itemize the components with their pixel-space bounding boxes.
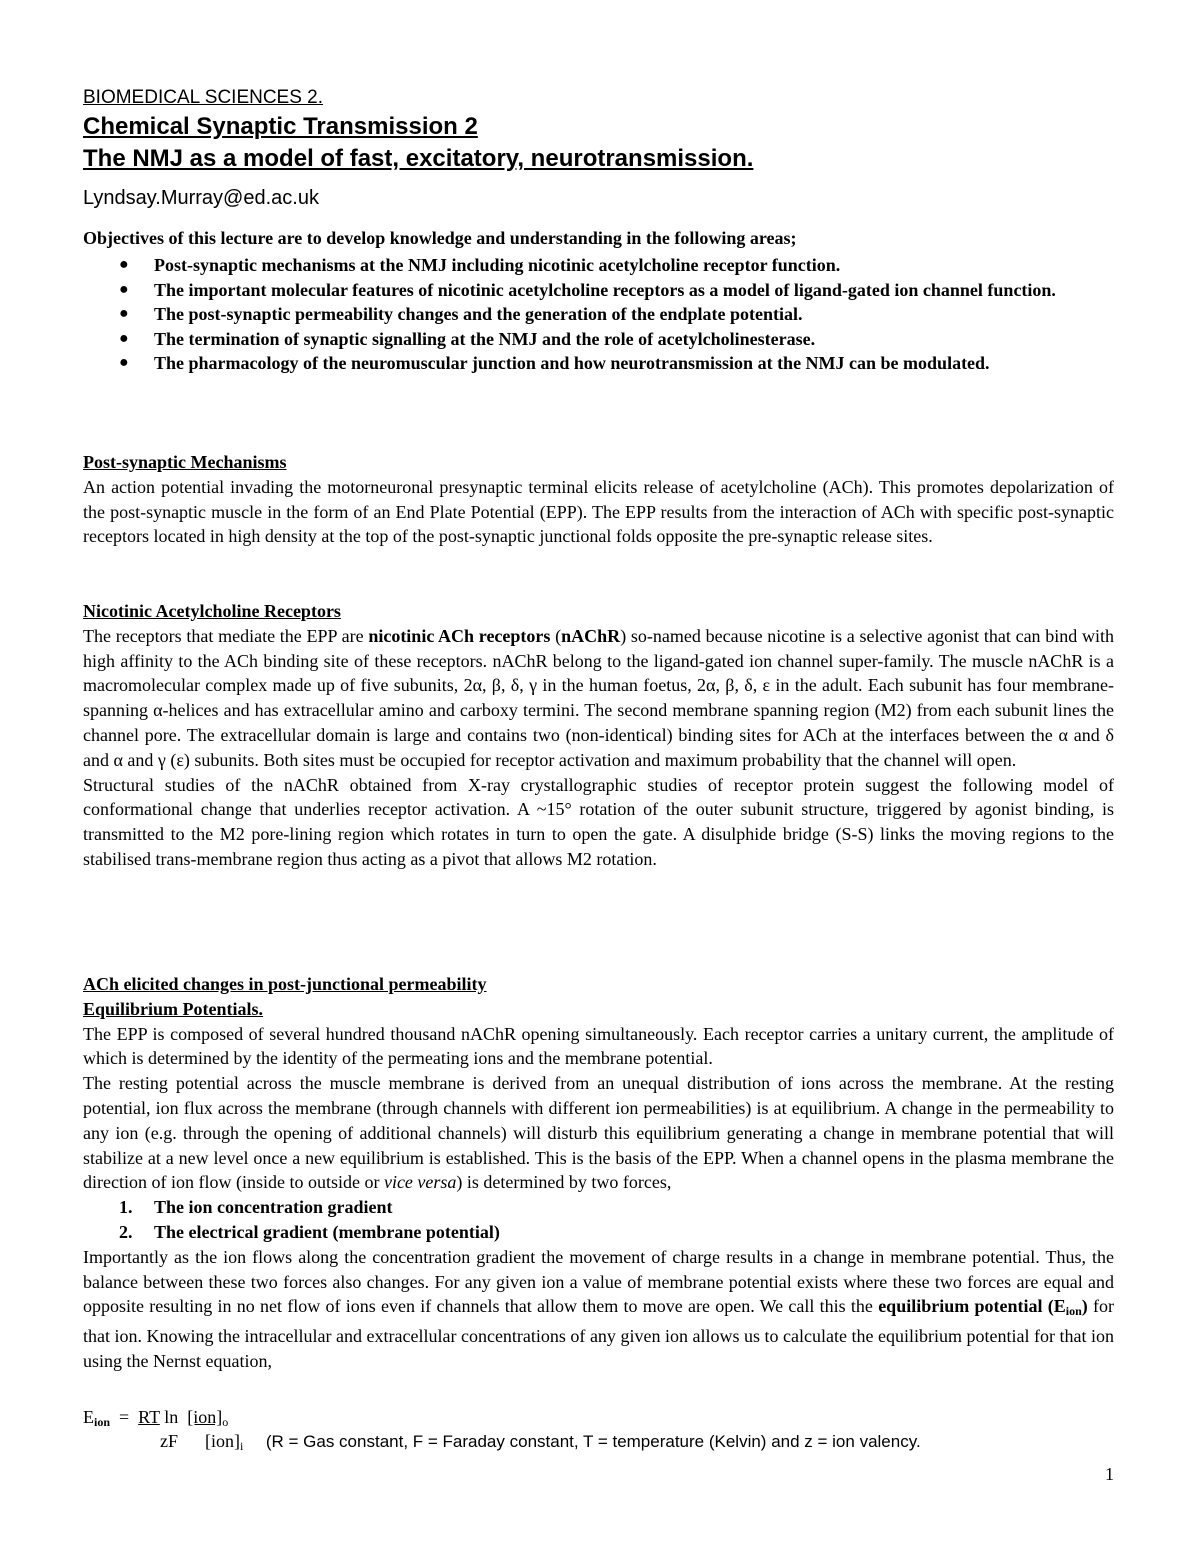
section-paragraph: Importantly as the ion flows along the concentration gradient the movement of charge results in a change in membrane potential. Thus, the balance between these two forces also changes. For any given ion a value of membrane potential exists where these two forces are equal and opposite resulting in no net flow of ions even if channels that allow them to move are open. We call this the equilibrium potential $(E_{ion})$ for that ion. Knowing the intracellular and extracellular concentrations of any given ion allows us to calculate the equilibrium potential for that ion using the Nernst equation, [83,1246,1114,1371]
objective-text: The important molecular features of nicotinic acetylcholine receptors as a model of ligand-gated ion channel function. [154,279,1056,300]
bullet-icon: ● [119,256,129,273]
post-synaptic-section [83,450,1114,549]
lecture-subtitle: The NMJ as a model of fast, excitatory, neurotransmission. [83,145,754,172]
objective-text: The post-synaptic permeability changes and the generation of the endplate potential. [154,304,803,325]
section-paragraph: An action potential invading the motorneuronal presynaptic terminal elicits release of acetylcholine (ACh). This promotes depolarization of the post-synaptic muscle in the form of an End Plate Potential (EPP). The EPP results from the interaction of ACh with specific post-synaptic receptors located in high density at the top of the post-synaptic junctional folds opposite the pre-synaptic release sites. [83,476,1114,547]
objectives-list [83,253,1123,376]
objectives-heading: Objectives of this lecture are to develop knowledge and understanding in the following areas; [83,228,797,248]
objective-item [83,278,1123,303]
forces-list [83,1195,1114,1245]
author-email[interactable]: Lyndsay.Murray@ed.ac.uk [83,187,319,209]
section-paragraph: The EPP is composed of several hundred thousand nAChR opening simultaneously. Each receptor carries a unitary current, the amplitude of which is determined by the identity of the permeating ions and the membrane potential. [83,1023,1114,1069]
objective-item [83,302,1123,327]
bullet-icon: ● [119,305,129,323]
section-paragraph: Structural studies of the nAChR obtained from X-ray crystallographic studies of receptor protein suggest the following model of conformational change that underlies receptor activation. A ~15° rotation of the outer subunit structure, triggered by agonist binding, is transmitted to the M2 pore-lining region which rotates in turn to open the gate. A disulphide bridge (S-S) links the moving regions to the stabilised trans-membrane region thus acting as a pivot that allows M2 rotation. [83,774,1114,869]
section-heading: ACh elicited changes in post-junctional permeability [83,974,487,994]
objective-item [83,351,1123,376]
objective-text: Post-synaptic mechanisms at the NMJ including nicotinic acetylcholine receptor function. [154,255,841,275]
nernst-equation-top: $E_{ion}$ = RT ln [ion]o [83,1407,229,1429]
section-paragraph: The resting potential across the muscle membrane is derived from an unequal distribution of ions across the membrane. At the resting potential, ion flux across the membrane (through channels with different ion permeabilities) is at equilibrium. A change in the permeability to any ion (e.g. through the opening of additional channels) will disturb this equilibrium generating a change in membrane potential that will stabilize at a new level once a new equilibrium is established. This is the basis of the EPP. When a channel opens in the plasma membrane the direction of ion flow (inside to outside or vice versa) is determined by two forces, [83,1073,1114,1193]
objective-item [83,253,1123,278]
bullet-icon: ● [119,354,129,372]
bullet-icon: ● [119,280,129,298]
page-number: 1 [1105,1464,1114,1484]
section-paragraph: The receptors that mediate the EPP are nicotinic ACh receptors (nAChR) so-named because nicotine is a selective agonist that can bind with high affinity to the ACh binding site of these receptors. nAChR belong to the ligand-gated ion channel super-family. The muscle nAChR is a macromolecular complex made up of five subunits, 2α, β, δ, γ in the human foetus, 2α, β, δ, ε in the adult. Each subunit has four membrane-spanning α-helices and has extracellular amino and carboxy termini. The second membrane spanning region (M2) from each subunit lines the channel pore. The extracellular domain is large and contains two (non-identical) binding sites for ACh at the interfaces between the α and δ and α and γ (ε) subunits. Both sites must be occupied for receptor activation and maximum probability that the channel will open. [83,625,1115,770]
objective-text: The pharmacology of the neuromuscular junction and how neurotransmission at the NMJ can be modulated. [154,353,990,374]
objective-text: The termination of synaptic signalling at the NMJ and the role of acetylcholinesterase. [154,328,816,349]
section-heading: Nicotinic Acetylcholine Receptors [83,601,341,621]
permeability-section [83,972,1114,1374]
lecture-title: Chemical Synaptic Transmission 2 [83,113,478,140]
section-subheading: Equilibrium Potentials. [83,998,264,1019]
nicotinic-section [83,599,1114,872]
bullet-icon: ● [119,329,129,347]
course-title: BIOMEDICAL SCIENCES 2. [83,87,324,108]
list-item: 2. The electrical gradient (membrane potential) [119,1221,500,1242]
list-item: 1. The ion concentration gradient [119,1197,393,1218]
objective-item [83,327,1123,352]
equation-legend: (R = Gas constant, F = Faraday constant, T = temperature (Kelvin) and z = ion valency. [265,1432,921,1451]
section-heading: Post-synaptic Mechanisms [83,452,287,472]
nernst-equation-bottom: zF [ion]i (R = Gas constant, F = Faraday constant, T = temperature (Kelvin) and z = ion valency. [160,1431,921,1453]
